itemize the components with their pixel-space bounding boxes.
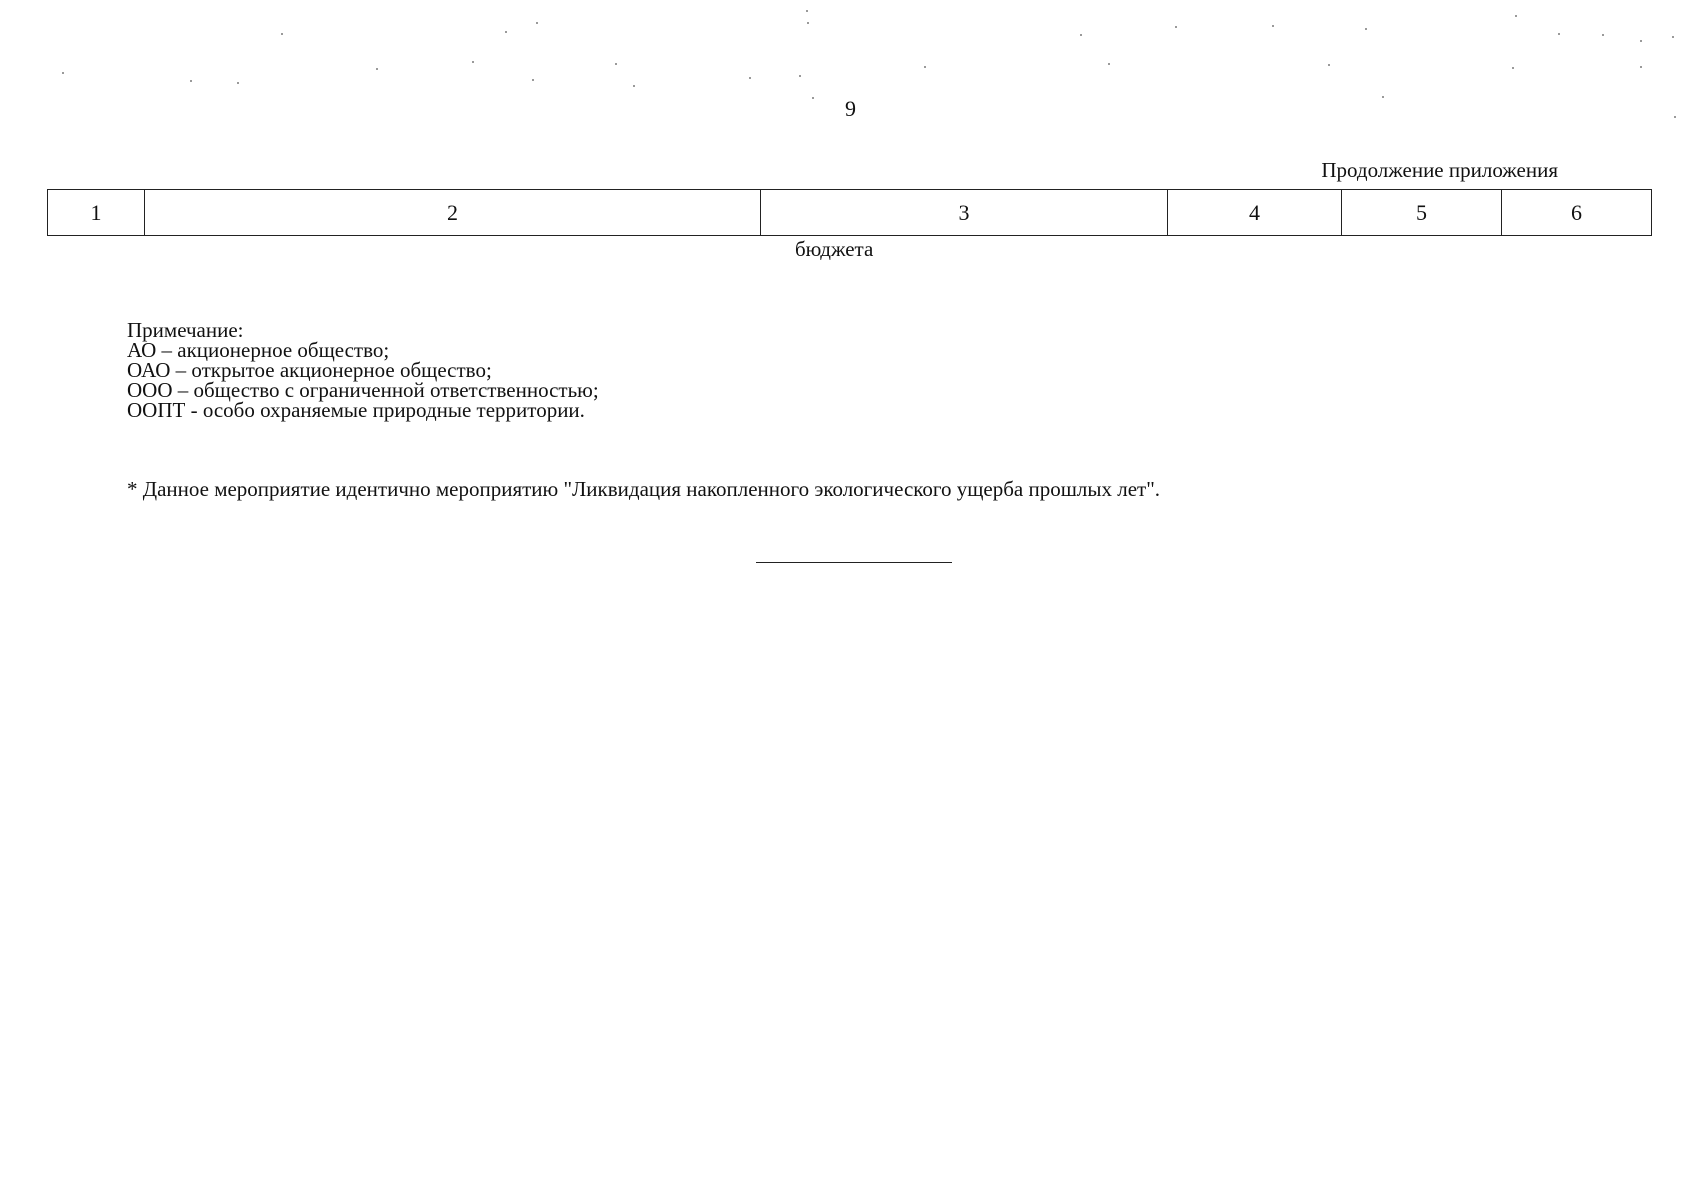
scan-speckle <box>376 68 378 70</box>
scan-speckle <box>807 22 809 24</box>
scan-speckle <box>1672 36 1674 38</box>
continuation-label: Продолжение приложения <box>1321 158 1558 182</box>
scan-speckle <box>806 10 808 12</box>
scan-speckle <box>536 22 538 24</box>
scan-speckle <box>1515 15 1517 17</box>
scan-speckle <box>1558 33 1560 35</box>
table-cell: 2 <box>145 190 761 236</box>
scan-speckle <box>1382 96 1384 98</box>
scan-speckle <box>281 33 283 35</box>
note-line: ООО – общество с ограниченной ответственностью; <box>127 378 599 402</box>
scan-speckle <box>1272 25 1274 27</box>
table-cell: 3 <box>761 190 1168 236</box>
scan-speckle <box>924 66 926 68</box>
scan-speckle <box>633 85 635 87</box>
scan-speckle <box>237 82 239 84</box>
table-cell: 6 <box>1502 190 1652 236</box>
scan-speckle <box>532 79 534 81</box>
note-heading: Примечание: <box>127 318 244 342</box>
footnote: * Данное мероприятие идентично мероприятию "Ликвидация накопленного экологического ущерба прошлых лет". <box>127 477 1161 501</box>
note-line: ОАО – открытое акционерное общество; <box>127 358 492 382</box>
scan-speckle <box>1328 64 1330 66</box>
carryover-text: бюджета <box>795 237 874 261</box>
end-rule <box>756 562 952 563</box>
page-number: 9 <box>845 96 856 121</box>
table-cell: 5 <box>1342 190 1502 236</box>
scan-speckle <box>190 80 192 82</box>
scan-speckle <box>472 61 474 63</box>
scan-speckle <box>1512 67 1514 69</box>
scan-speckle <box>1175 26 1177 28</box>
column-number-table <box>47 189 1652 236</box>
table-row <box>48 190 1652 236</box>
scan-speckle <box>505 31 507 33</box>
scan-speckle <box>1108 63 1110 65</box>
scan-speckle <box>1602 34 1604 36</box>
table-cell: 1 <box>48 190 145 236</box>
scan-speckle <box>615 63 617 65</box>
scan-speckle <box>1674 116 1676 118</box>
scan-speckle <box>799 75 801 77</box>
note-line: ООПТ - особо охраняемые природные территории. <box>127 398 585 422</box>
scan-speckle <box>749 77 751 79</box>
scan-speckle <box>1080 34 1082 36</box>
scan-speckle <box>1365 28 1367 30</box>
table-cell: 4 <box>1168 190 1342 236</box>
scan-speckle <box>62 72 64 74</box>
note-block <box>127 320 599 420</box>
note-line: АО – акционерное общество; <box>127 338 390 362</box>
scan-speckle <box>1640 40 1642 42</box>
scan-speckle <box>1640 66 1642 68</box>
scan-speckle <box>812 97 814 99</box>
